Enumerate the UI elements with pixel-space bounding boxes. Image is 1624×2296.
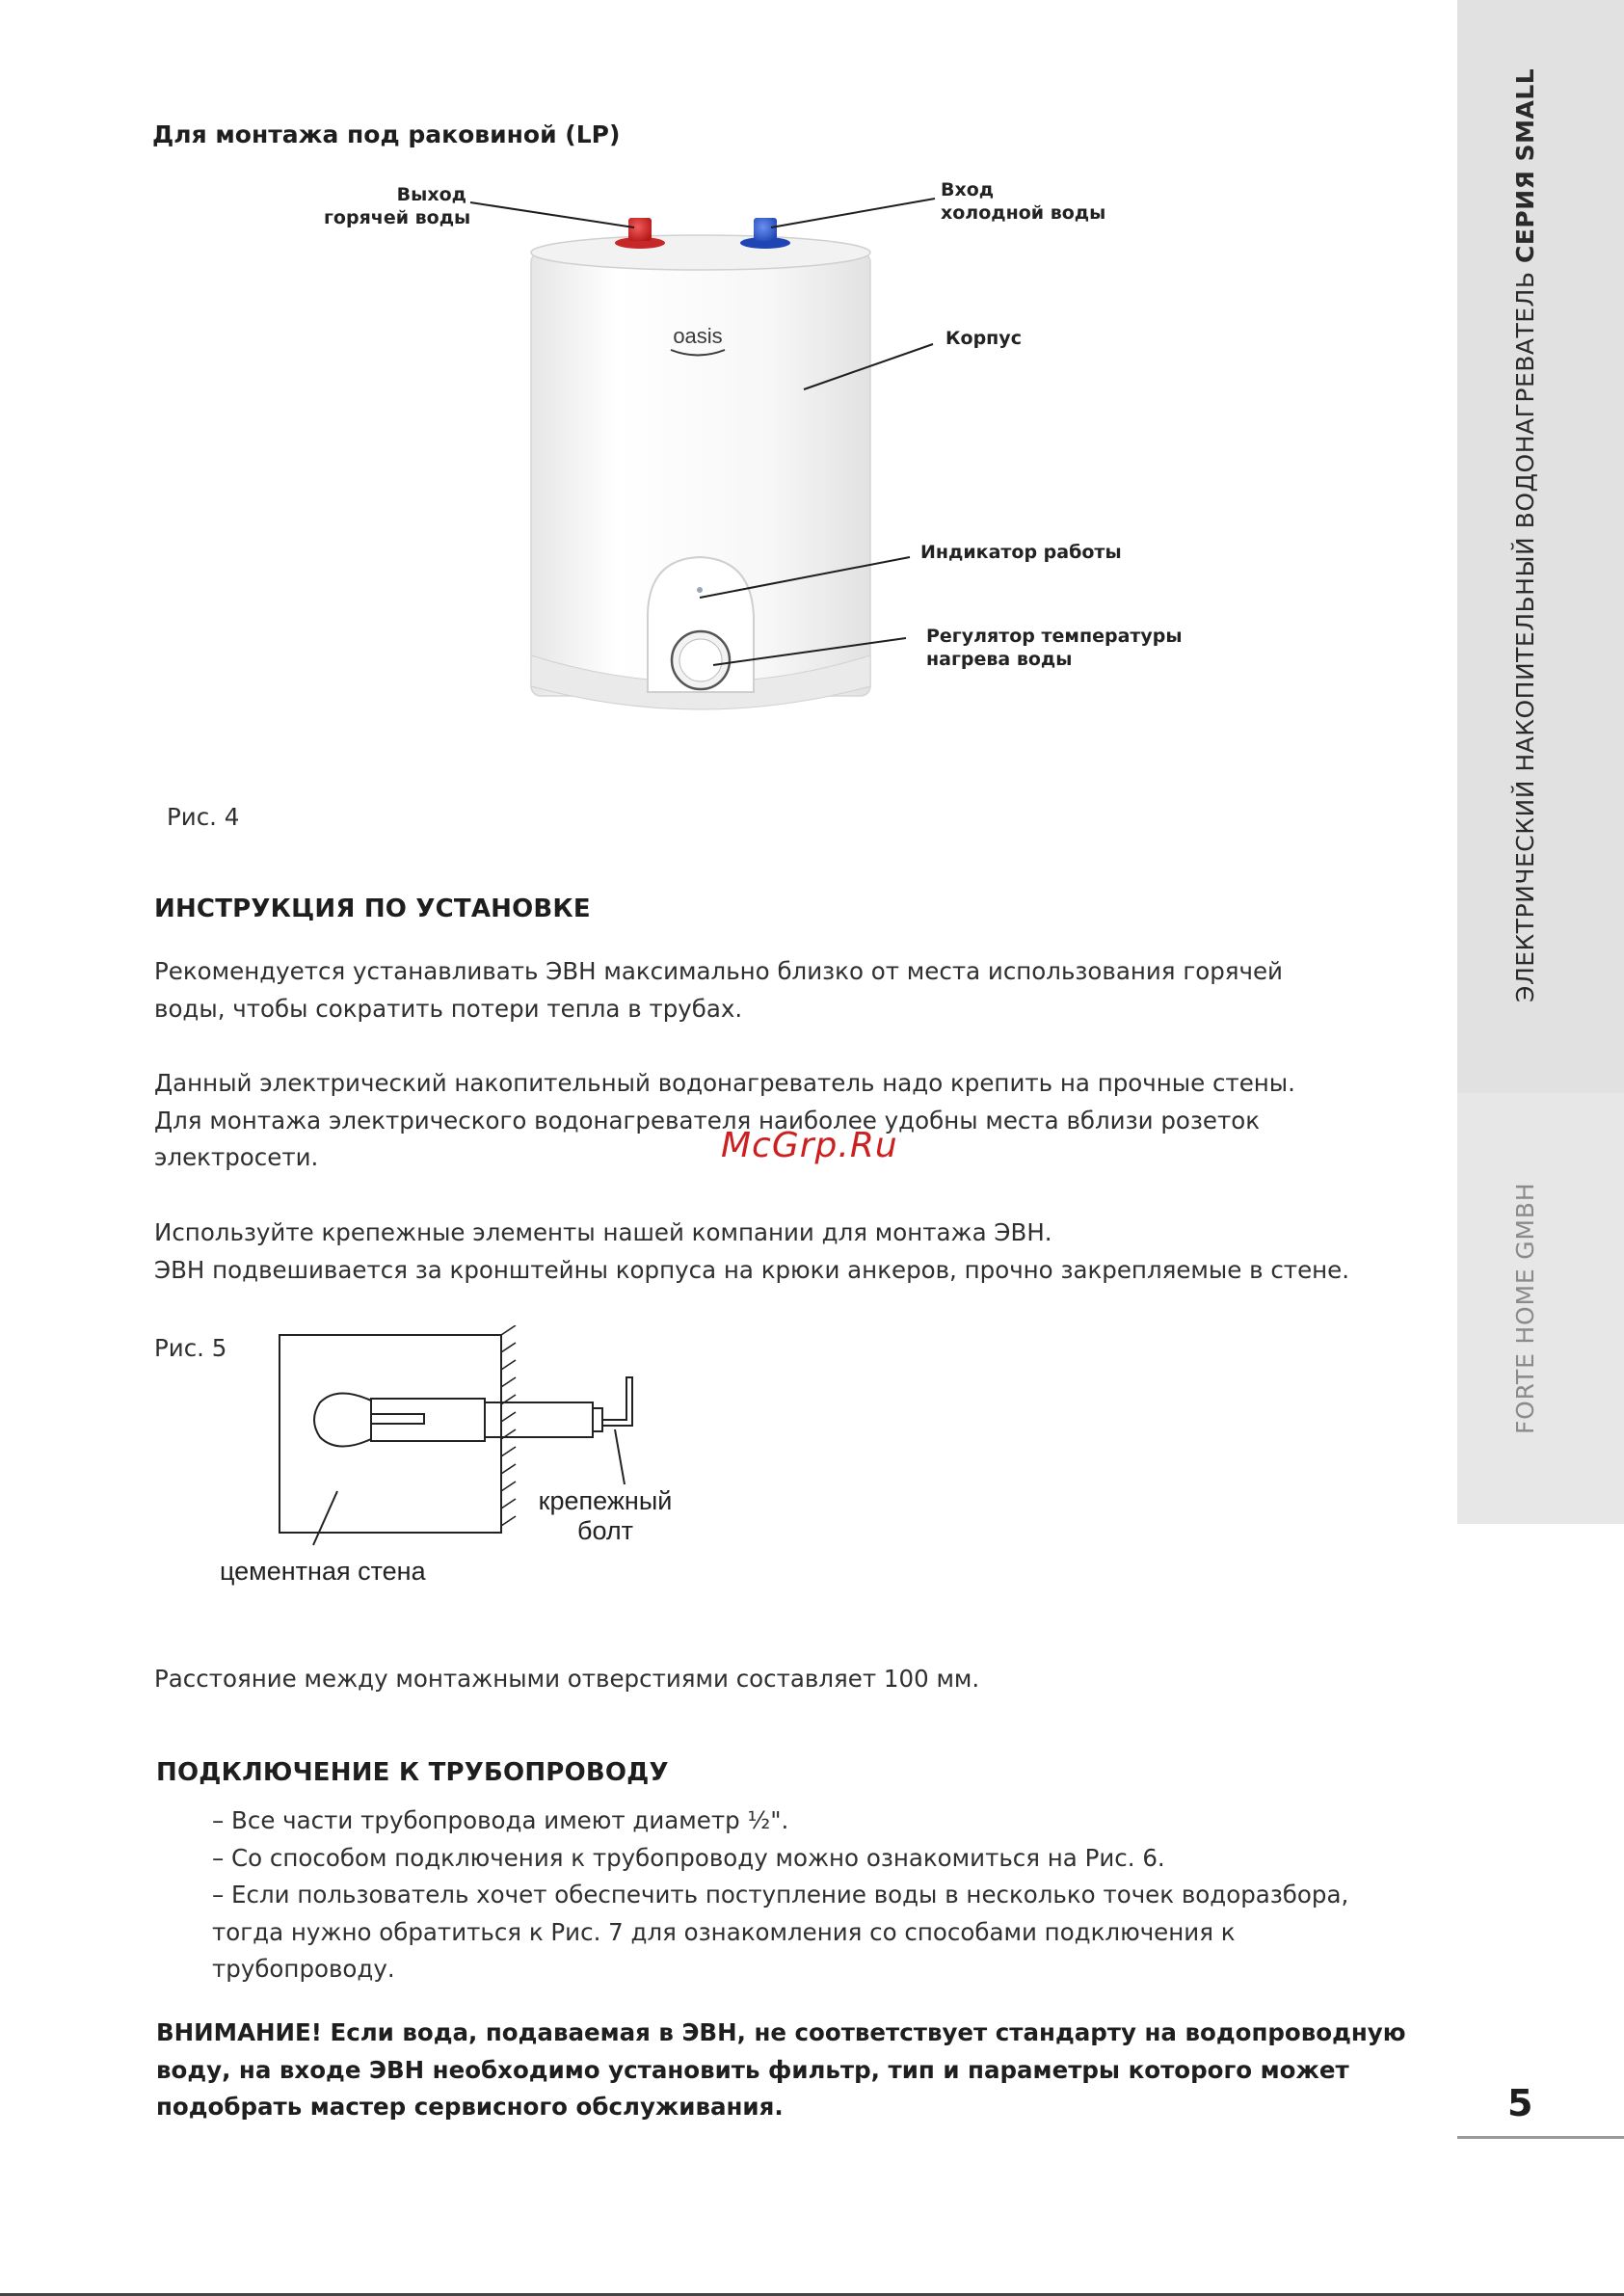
- bolt-label-line1: крепежный: [538, 1486, 673, 1515]
- paragraph-line: воды, чтобы сократить потери тепла в трубах.: [154, 994, 743, 1023]
- callout-hot-outlet: [324, 183, 471, 229]
- callout-body: Корпус: [945, 328, 1022, 349]
- figure5-caption: Рис. 5: [154, 1334, 227, 1362]
- anchor-bolt-diagram: [260, 1325, 704, 1595]
- figure4-heading: Для монтажа под раковиной (LP): [152, 120, 621, 148]
- pipeline-heading: ПОДКЛЮЧЕНИЕ К ТРУБОПРОВОДУ: [156, 1758, 669, 1787]
- list-item: трубопроводу.: [212, 1955, 395, 1983]
- paragraph-line: Для монтажа электрического водонагревателя наиболее удобны места вблизи розеток: [154, 1106, 1261, 1135]
- callout-regulator-line1: Регулятор температуры: [926, 626, 1183, 647]
- bolt-leader: [615, 1429, 625, 1484]
- callout-regulator-line2: нагрева воды: [926, 649, 1073, 670]
- cold-water-inlet-icon: [740, 218, 790, 249]
- distance-text: Расстояние между монтажными отверстиями составляет 100 мм.: [154, 1665, 980, 1693]
- sidebar-title: [1511, 68, 1539, 1002]
- callout-cold-inlet-line2: холодной воды: [941, 202, 1106, 224]
- pipeline-list: [212, 1802, 1348, 1989]
- bolt-hook-icon: [602, 1377, 632, 1426]
- installation-heading: ИНСТРУКЦИЯ ПО УСТАНОВКЕ: [154, 894, 591, 923]
- bolt-nut: [593, 1408, 602, 1431]
- bolt-label-line2: болт: [576, 1516, 633, 1545]
- sidebar-title-bold: СЕРИЯ SMALL: [1511, 67, 1539, 264]
- callout-indicator: Индикатор работы: [920, 542, 1122, 563]
- callout-hot-outlet-line2: горячей воды: [324, 207, 471, 228]
- hot-water-outlet-icon: [615, 218, 665, 249]
- watermark: McGrp.Ru: [721, 1126, 898, 1165]
- wall-leader: [313, 1491, 337, 1545]
- paragraph-line: Данный электрический накопительный водонагреватель надо крепить на прочные стены.: [154, 1069, 1295, 1097]
- sidebar-title-band: [1457, 0, 1624, 1093]
- sidebar-title-regular: ЭЛЕКТРИЧЕСКИЙ НАКОПИТЕЛЬНЫЙ ВОДОНАГРЕВАТЕЛЬ: [1511, 271, 1539, 1002]
- sidebar-company: FORTE HOME GMBH: [1511, 1182, 1539, 1434]
- wall-section: [280, 1335, 501, 1533]
- installation-paragraph-1: [154, 953, 1283, 1028]
- installation-paragraph-3: [154, 1215, 1349, 1289]
- paragraph-line: Рекомендуется устанавливать ЭВН максимально близко от места использования горячей: [154, 957, 1283, 985]
- list-item: – Если пользователь хочет обеспечить поступление воды в несколько точек водоразбора,: [212, 1881, 1349, 1909]
- water-heater-illustration: [0, 0, 1446, 790]
- paragraph-line: Используйте крепежные элементы нашей компании для монтажа ЭВН.: [154, 1218, 1052, 1246]
- wall-hatching: [501, 1325, 516, 1526]
- figure4-caption: Рис. 4: [167, 803, 240, 831]
- control-panel: [648, 557, 754, 692]
- anchor-slot: [371, 1414, 424, 1424]
- list-item: – Со способом подключения к трубопроводу можно ознакомиться на Рис. 6.: [212, 1843, 1165, 1872]
- warning-line: воду, на входе ЭВН необходимо установить фильтр, тип и параметры которого может: [156, 2055, 1349, 2084]
- bolt-label: [530, 1486, 680, 1546]
- page-number-rule: [1457, 2136, 1624, 2139]
- paragraph-line: электросети.: [154, 1143, 319, 1171]
- brand-logo: oasis: [673, 324, 723, 348]
- anchor-head: [314, 1393, 371, 1446]
- paragraph-line: ЭВН подвешивается за кронштейны корпуса на крюки анкеров, прочно закрепляемые в стене.: [154, 1255, 1350, 1284]
- callout-regulator: [926, 625, 1183, 671]
- warning-line: подобрать мастер сервисного обслуживания.: [156, 2093, 784, 2121]
- anchor-sleeve: [371, 1399, 485, 1441]
- page-number: 5: [1507, 2082, 1533, 2124]
- callout-hot-outlet-line1: Выход: [396, 184, 466, 205]
- callout-cold-inlet-line1: Вход: [941, 179, 995, 200]
- warning-block: [156, 2015, 1406, 2126]
- warning-line: ВНИМАНИЕ! Если вода, подаваемая в ЭВН, не соответствует стандарту на водопроводную: [156, 2018, 1406, 2046]
- list-item: – Все части трубопровода имеют диаметр ½".: [212, 1806, 789, 1834]
- power-indicator-icon: [697, 587, 703, 593]
- list-item: тогда нужно обратиться к Рис. 7 для ознакомления со способами подключения к: [212, 1917, 1236, 1946]
- sidebar-company-band: [1457, 1093, 1624, 1524]
- wall-label: цементная стена: [220, 1557, 426, 1586]
- callout-cold-inlet: [941, 178, 1105, 225]
